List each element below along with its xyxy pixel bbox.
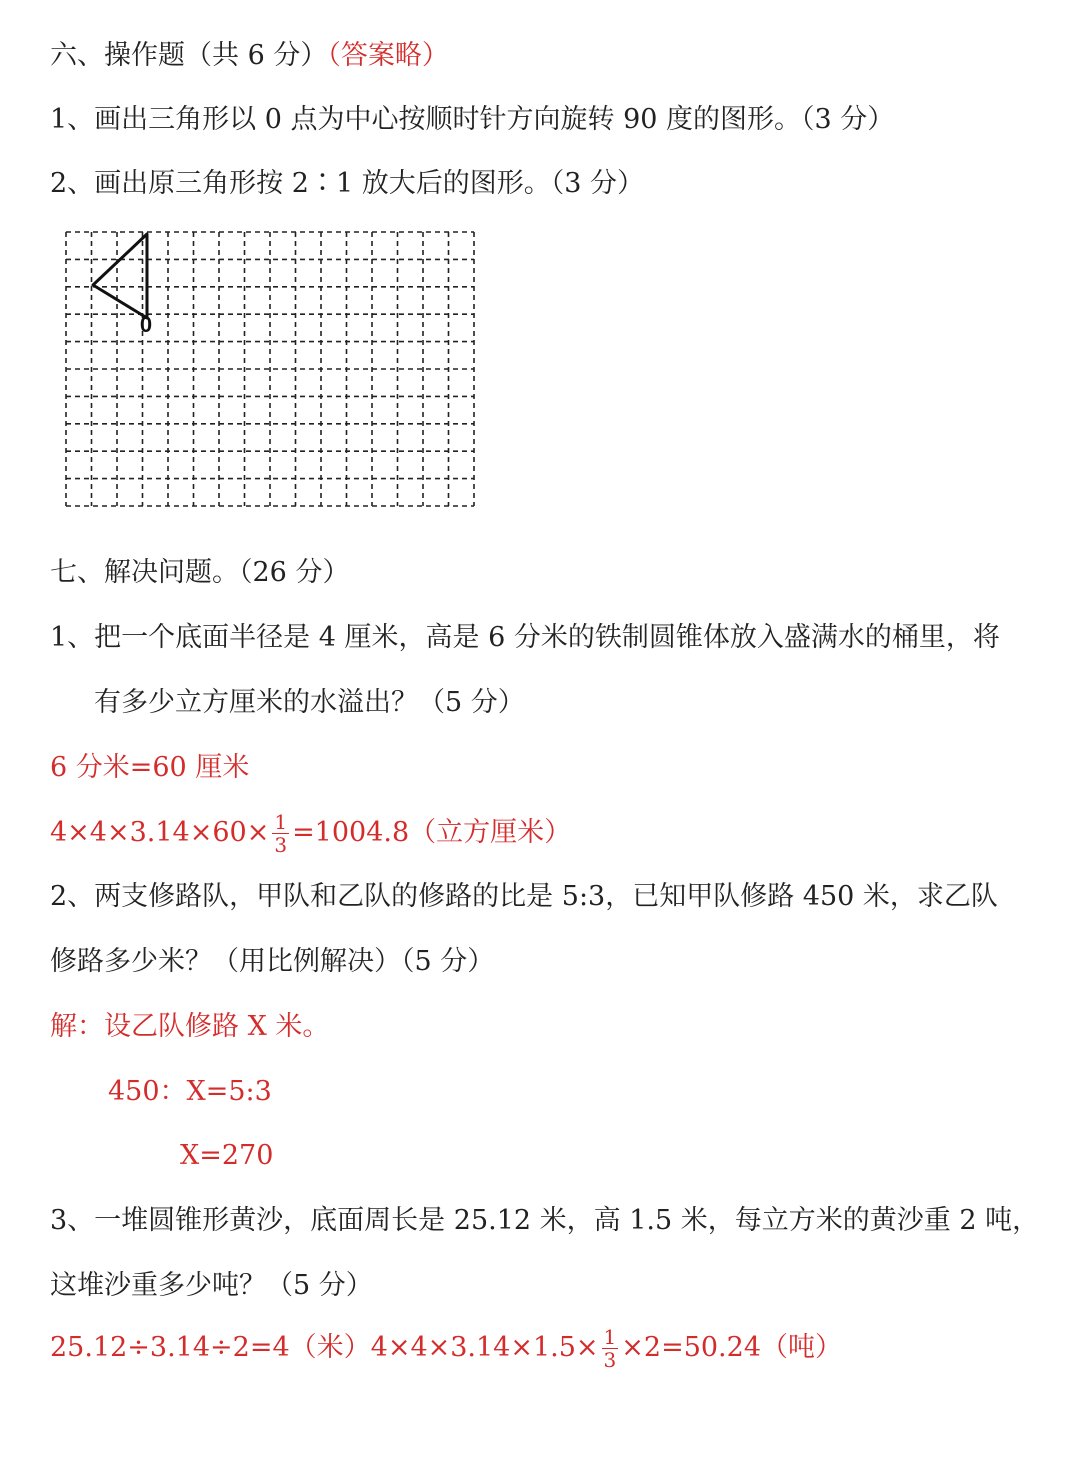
- section7-question-3-line1: 3、一堆圆锥形黄沙，底面周长是 25.12 米，高 1.5 米，每立方米的黄沙重 2 吨，: [50, 1205, 1040, 1236]
- answer-2-line2: 450：X=5:3: [108, 1076, 272, 1107]
- answer-3-line: [50, 1326, 842, 1371]
- fraction-denominator: 3: [274, 833, 288, 857]
- section6-heading-text: 六、操作题（共 6 分）: [50, 40, 328, 71]
- answer-2-line3: X=270: [180, 1140, 274, 1171]
- section6-question-2: 2、画出原三角形按 2∶1 放大后的图形。（3 分）: [50, 168, 644, 199]
- section7-question-1-line1: 1、把一个底面半径是 4 厘米，高是 6 分米的铁制圆锥体放入盛满水的桶里，将: [50, 622, 1000, 653]
- fraction-denominator: 3: [603, 1348, 617, 1372]
- section7-question-2-line1: 2、两支修路队，甲队和乙队的修路的比是 5:3，已知甲队修路 450 米，求乙队: [50, 881, 998, 912]
- dashed-grid-figure: [62, 228, 478, 510]
- section6-question-1: 1、画出三角形以 0 点为中心按顺时针方向旋转 90 度的图形。（3 分）: [50, 104, 895, 135]
- fraction-numerator: 1: [274, 810, 288, 834]
- section7-heading: 七、解决问题。（26 分）: [50, 557, 350, 588]
- fraction-one-third: [272, 811, 289, 856]
- triangle-figure: [93, 234, 147, 318]
- fraction-numerator: 1: [603, 1325, 617, 1349]
- answer-1-expression: 4×4×3.14×60×: [50, 817, 270, 848]
- answer-3-result: ×2=50.24（吨）: [621, 1332, 843, 1363]
- answer-1-line2: [50, 811, 571, 856]
- answer-1-line1: 6 分米=60 厘米: [50, 752, 250, 783]
- fraction-one-third: [602, 1326, 619, 1371]
- answer-omitted-note: （答案略）: [327, 40, 449, 71]
- point-label-0: 0: [139, 312, 153, 337]
- section6-heading: [50, 38, 449, 74]
- section7-question-1-line2: 有多少立方厘米的水溢出？（5 分）: [94, 687, 525, 718]
- section7-question-2-line2: 修路多少米？（用比例解决）（5 分）: [50, 946, 495, 977]
- answer-3-expression: 25.12÷3.14÷2=4（米）4×4×3.14×1.5×: [50, 1332, 599, 1363]
- answer-1-result: =1004.8（立方厘米）: [292, 817, 572, 848]
- answer-2-line1: 解：设乙队修路 X 米。: [50, 1011, 330, 1042]
- section7-question-3-line2: 这堆沙重多少吨？（5 分）: [50, 1270, 373, 1301]
